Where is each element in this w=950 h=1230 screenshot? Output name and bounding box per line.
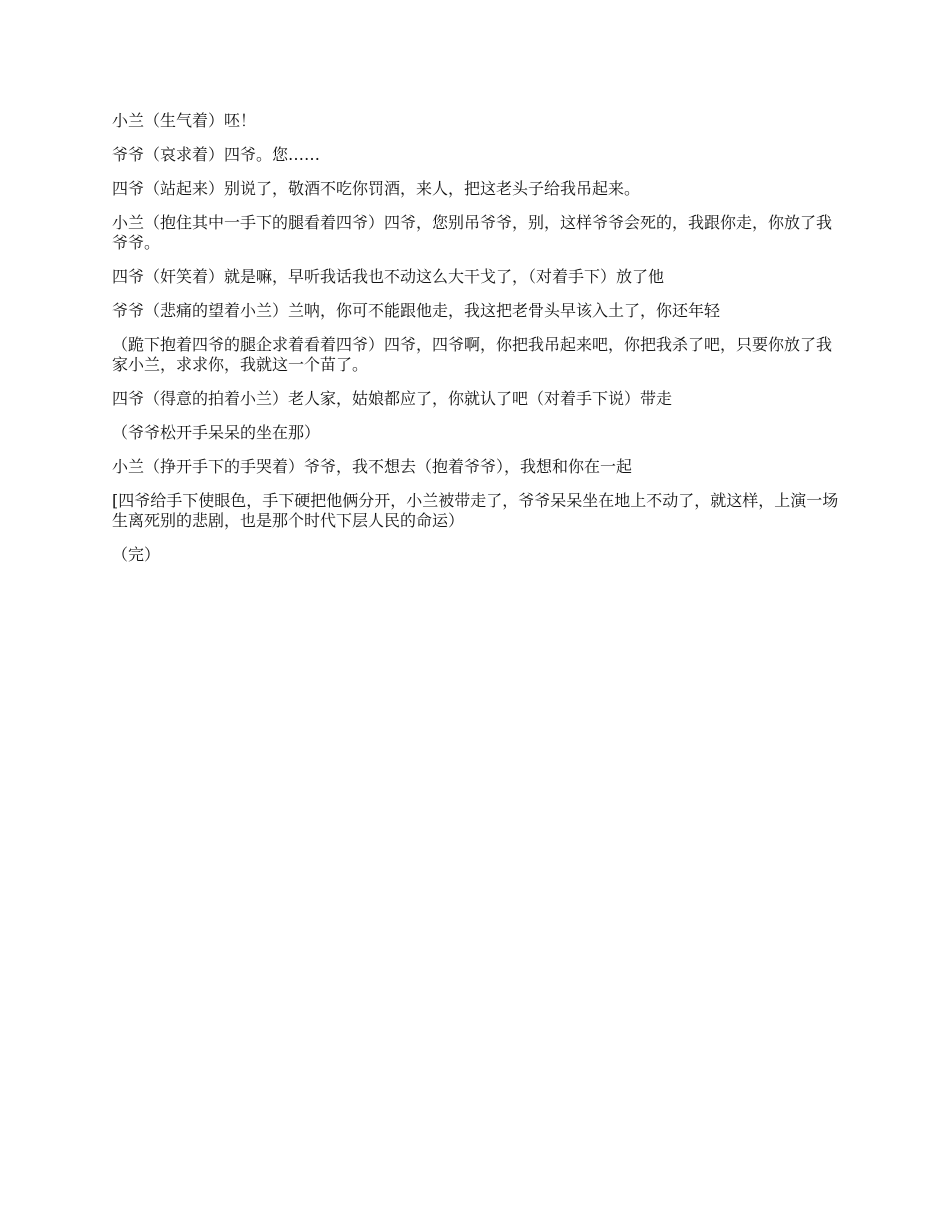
paragraph: （跪下抱着四爷的腿企求着看着四爷）四爷，四爷啊，你把我吊起来吧，你把我杀了吧，只要你放了我家小兰，求求你，我就这一个苗了。 xyxy=(112,335,833,374)
paragraph: 爷爷（哀求着）四爷。您…… xyxy=(112,145,321,164)
paragraph: 四爷（站起来）别说了，敬酒不吃你罚酒，来人，把这老头子给我吊起来。 xyxy=(112,179,641,198)
paragraph: 爷爷（悲痛的望着小兰）兰呐，你可不能跟他走，我这把老骨头早该入土了，你还年轻 xyxy=(112,301,721,320)
paragraph: [四爷给手下使眼色，手下硬把他俩分开，小兰被带走了，爷爷呆呆坐在地上不动了，就这样，上演一场生离死别的悲剧，也是那个时代下层人民的命运） xyxy=(112,491,839,530)
paragraph: 小兰（挣开手下的手哭着）爷爷，我不想去（抱着爷爷），我想和你在一起 xyxy=(112,457,633,476)
paragraph: （完） xyxy=(112,545,161,564)
paragraph: 小兰（生气着）呸！ xyxy=(112,111,257,130)
document-body xyxy=(112,111,840,579)
paragraph: 四爷（得意的拍着小兰）老人家，姑娘都应了，你就认了吧（对着手下说）带走 xyxy=(112,389,673,408)
paragraph: 四爷（奸笑着）就是嘛，早听我话我也不动这么大干戈了，（对着手下）放了他 xyxy=(112,267,665,286)
paragraph: （爷爷松开手呆呆的坐在那） xyxy=(112,423,321,442)
paragraph: 小兰（抱住其中一手下的腿看着四爷）四爷，您别吊爷爷，别，这样爷爷会死的，我跟你走，你放了我爷爷。 xyxy=(112,213,833,252)
